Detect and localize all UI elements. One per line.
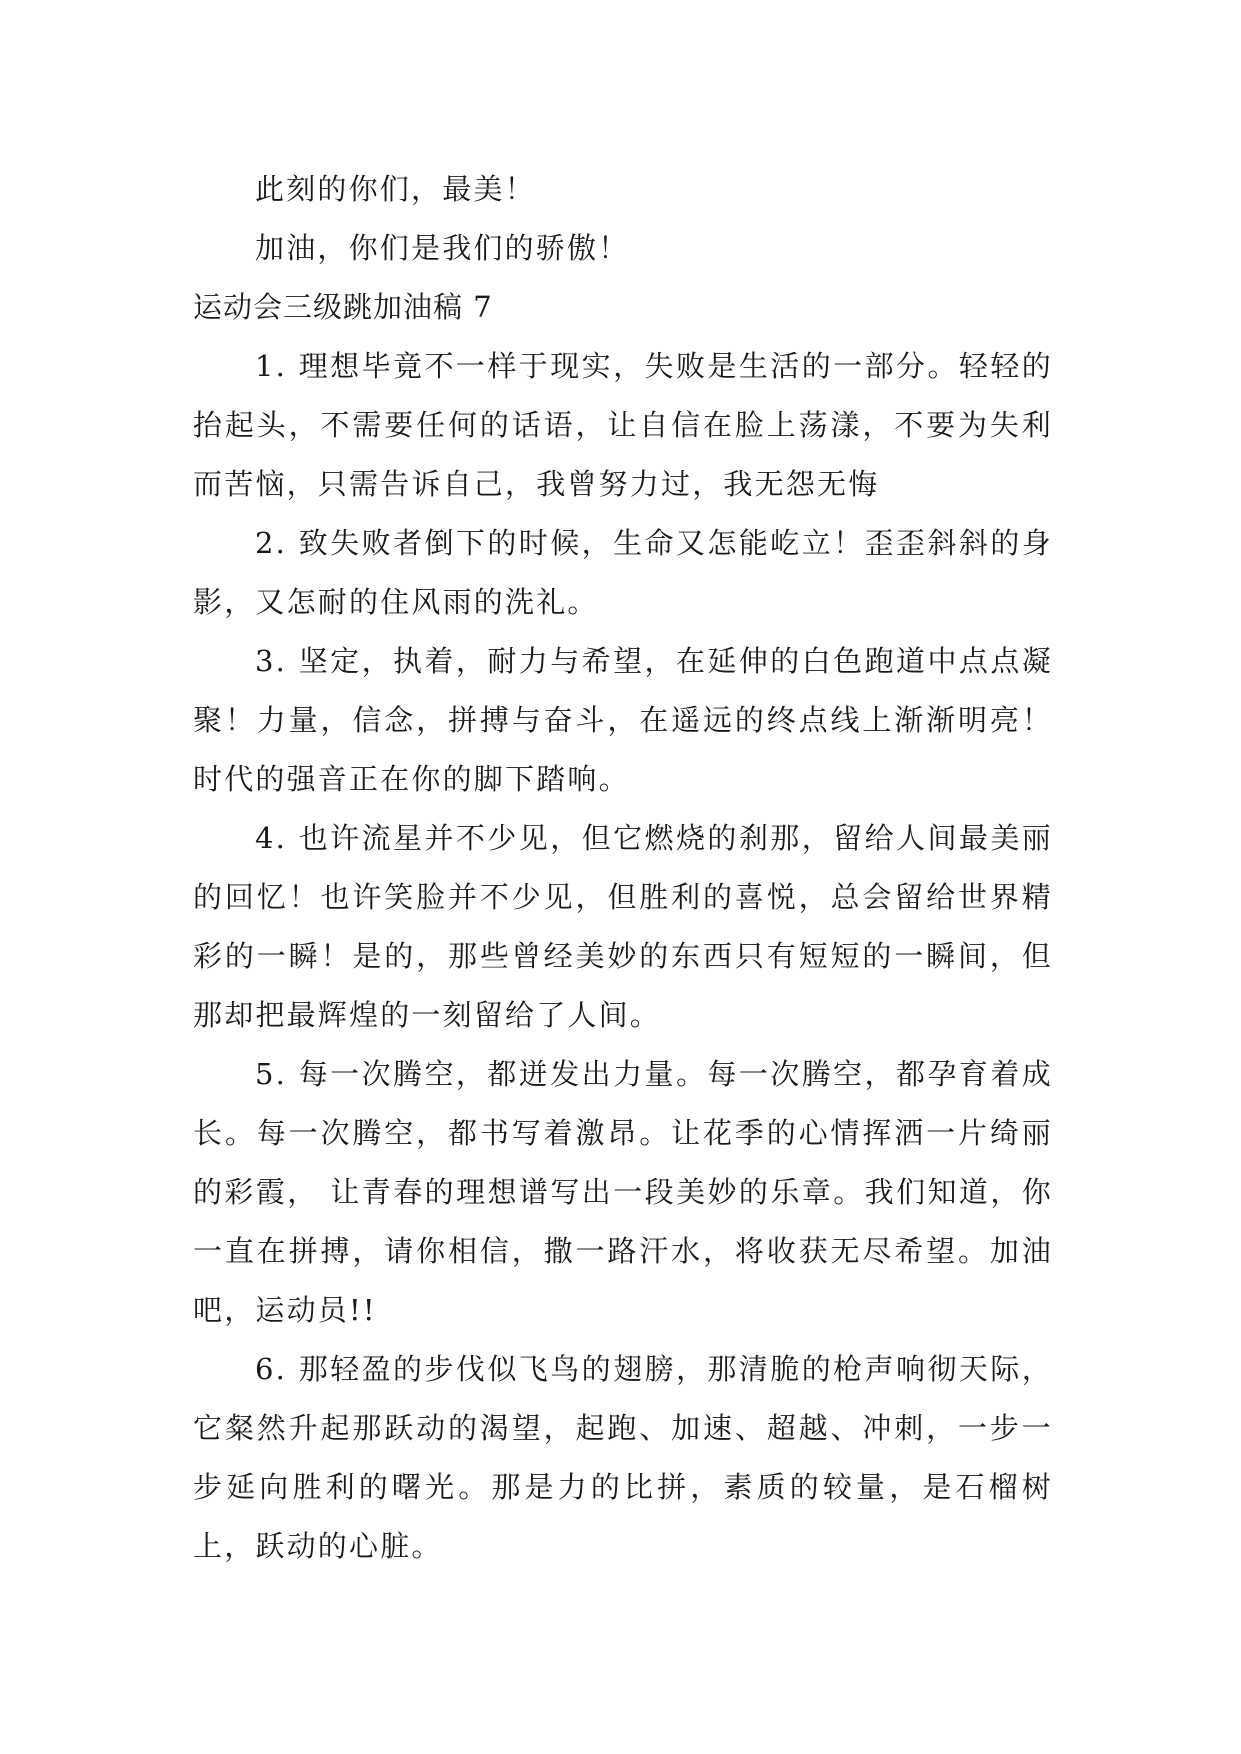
list-item: 4. 也许流星并不少见，但它燃烧的刹那，留给人间最美丽的回忆！也许笑脸并不少见，但胜利的喜悦，总会留给世界精彩的一瞬！是的，那些曾经美妙的东西只有短短的一瞬间，但那却把最辉煌的一刻留给了人间。 — [193, 821, 1053, 1032]
list-item: 2. 致失败者倒下的时候，生命又怎能屹立！歪歪斜斜的身影，又怎耐的住风雨的洗礼。 — [193, 526, 1053, 619]
list-item: 5. 每一次腾空，都迸发出力量。每一次腾空，都孕育着成长。每一次腾空，都书写着激昂。让花季的心情挥洒一片绮丽的彩霞， 让青春的理想谱写出一段美妙的乐章。我们知道，你一直在拼搏，请你相信，撒一路汗水，将收获无尽希望。加油吧，运动员!! — [193, 1057, 1053, 1327]
intro-line: 此刻的你们，最美！ — [255, 172, 536, 206]
list-item: 3. 坚定，执着，耐力与希望，在延伸的白色跑道中点点凝聚！力量，信念，拼搏与奋斗，在遥远的终点线上渐渐明亮！时代的强音正在你的脚下踏响。 — [193, 644, 1053, 796]
list-item: 6. 那轻盈的步伐似飞鸟的翅膀，那清脆的枪声响彻天际，它粲然升起那跃动的渴望，起跑、加速、超越、冲刺，一步一步延向胜利的曙光。那是力的比拼，素质的较量，是石榴树上，跃动的心脏。 — [193, 1352, 1053, 1563]
intro-line: 加油，你们是我们的骄傲！ — [255, 231, 630, 265]
document-body — [193, 160, 1053, 1576]
list-item: 1. 理想毕竟不一样于现实，失败是生活的一部分。轻轻的抬起头，不需要任何的话语，让自信在脸上荡漾，不要为失利而苦恼，只需告诉自己，我曾努力过，我无怨无悔 — [193, 349, 1053, 501]
section-title: 运动会三级跳加油稿 7 — [193, 290, 493, 324]
